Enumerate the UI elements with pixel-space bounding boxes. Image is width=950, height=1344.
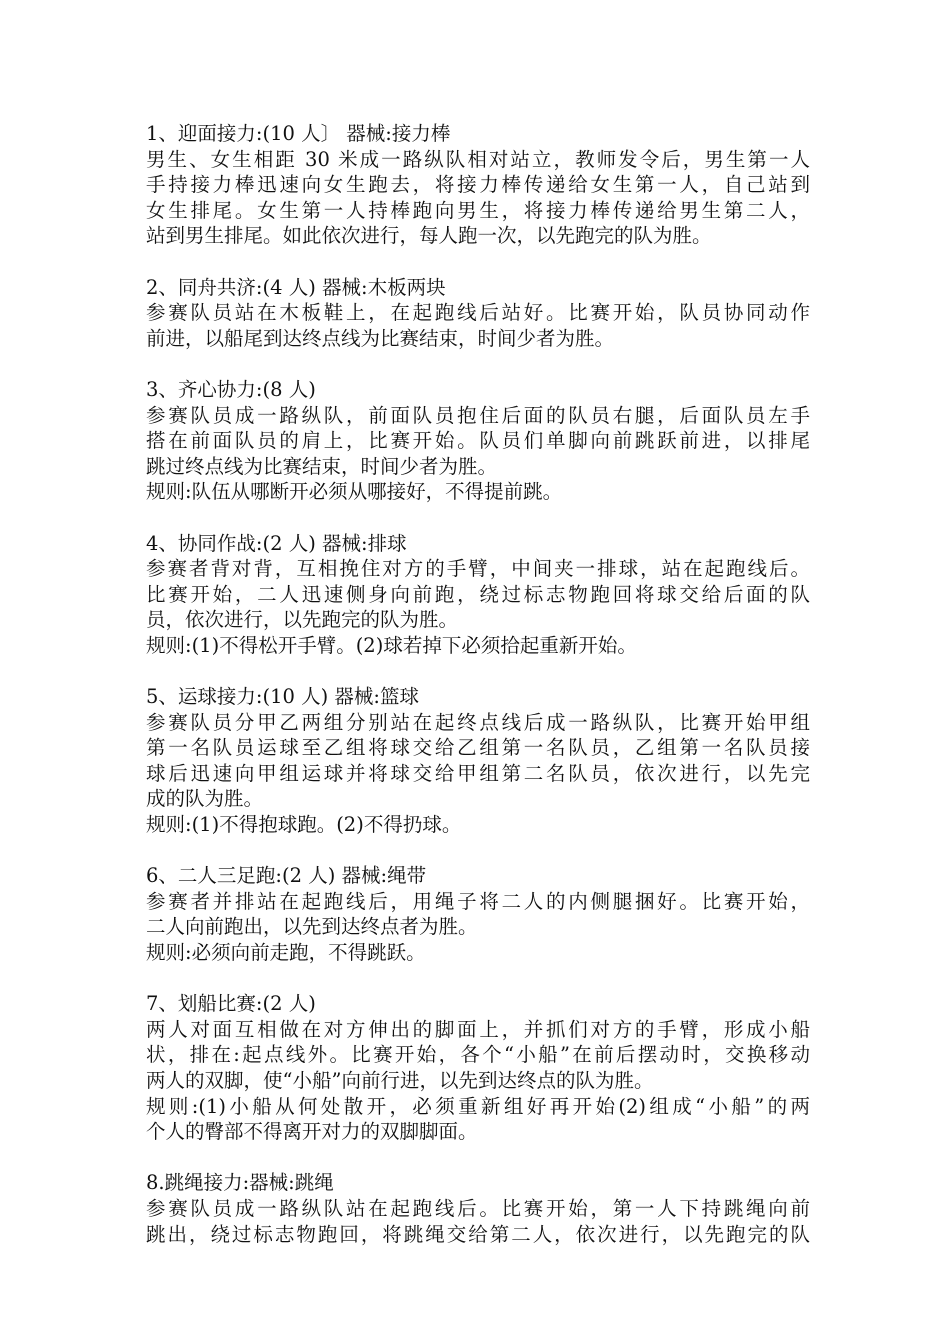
paragraph-line: 两人对面互相做在对方伸出的脚面上，并抓们对方的手臂，形成小船	[146, 1017, 810, 1041]
paragraph-line: 女生排尾。女生第一人持棒跑向男生，将接力棒传递给男生第二人，	[146, 198, 810, 222]
paragraph-line: 参赛者并排站在起跑线后，用绳子将二人的内侧腿捆好。比赛开始，	[146, 889, 810, 913]
paragraph-line: 手持接力棒迅速向女生跑去，将接力棒传递给女生第一人，自己站到	[146, 173, 810, 197]
paragraph-line: 参赛队员成一路纵队站在起跑线后。比赛开始，第一人下持跳绳向前	[146, 1196, 810, 1220]
section-heading: 5、运球接力:(10 人) 器械:篮球	[146, 685, 419, 709]
section-heading: 6、二人三足跑:(2 人) 器械:绳带	[146, 864, 427, 888]
section-heading: 3、齐心协力:(8 人)	[146, 377, 316, 401]
paragraph-line: 参赛队员站在木板鞋上，在起跑线后站好。比赛开始，队员协同动作	[146, 301, 810, 325]
paragraph-line: 参赛者背对背，互相挽住对方的手臂，中间夹一排球，站在起跑线后。	[146, 557, 810, 581]
paragraph-line: 参赛队员分甲乙两组分别站在起终点线后成一路纵队，比赛开始甲组	[146, 710, 810, 734]
section-4	[146, 531, 810, 659]
section-heading: 2、同舟共济:(4 人) 器械:木板两块	[146, 275, 446, 299]
paragraph-line: 二人向前跑出，以先到达终点者为胜。	[146, 915, 478, 939]
section-6	[146, 863, 810, 965]
section-5	[146, 684, 810, 838]
section-3	[146, 377, 810, 505]
section-2	[146, 275, 810, 352]
paragraph-line: 男生、女生相距 30 米成一路纵队相对站立，教师发令后，男生第一人	[146, 147, 810, 171]
section-heading: 1、迎面接力:(10 人〕 器械:接力棒	[146, 122, 451, 145]
section-1	[146, 121, 810, 249]
rule-line: 规则:必须向前走跑，不得跳跃。	[146, 941, 426, 964]
paragraph-line: 比赛开始，二人迅速侧身向前跑，绕过标志物跑回将球交给后面的队	[146, 582, 810, 606]
rule-line: 规则:(1)不得松开手臂。(2)球若掉下必须拾起重新开始。	[146, 633, 637, 657]
section-7	[146, 991, 810, 1145]
paragraph-line: 前进，以船尾到达终点线为比赛结束，时间少者为胜。	[146, 326, 615, 350]
paragraph-line: 成的队为胜。	[146, 787, 264, 811]
paragraph-line: 第一名队员运球至乙组将球交给乙组第一名队员，乙组第一名队员接	[146, 736, 810, 760]
rule-line: 规则:队伍从哪断开必须从哪接好，不得提前跳。	[146, 480, 563, 504]
paragraph-line: 两人的双脚，使“小船”向前行进，以先到达终点的队为胜。	[146, 1068, 654, 1092]
paragraph-line: 球后迅速向甲组运球并将球交给甲组第二名队员，依次进行，以先完	[146, 761, 810, 785]
section-8	[146, 1170, 810, 1247]
rule-line: 个人的臀部不得离开对力的双脚脚面。	[146, 1120, 478, 1144]
rule-line: 规则:(1)小船从何处散开，必须重新组好再开始(2)组成“小船”的两	[146, 1094, 810, 1118]
paragraph-line: 跳出，绕过标志物跑回，将跳绳交给第二人，依次进行，以先跑完的队	[146, 1222, 810, 1246]
paragraph-line: 员，依次进行，以先跑完的队为胜。	[146, 608, 459, 632]
paragraph-line: 参赛队员成一路纵队，前面队员抱住后面的队员右腿，后面队员左手	[146, 403, 810, 427]
section-heading: 7、划船比赛:(2 人)	[146, 992, 316, 1016]
rule-line: 规则:(1)不得抱球跑。(2)不得扔球。	[146, 813, 462, 837]
document-page	[146, 121, 810, 1273]
section-heading: 4、协同作战:(2 人) 器械:排球	[146, 531, 407, 555]
paragraph-line: 搭在前面队员的肩上，比赛开始。队员们单脚向前跳跃前进，以排尾	[146, 429, 810, 453]
paragraph-line: 状，排在:起点线外。比赛开始，各个“小船”在前后摆动时，交换移动	[146, 1043, 810, 1067]
paragraph-line: 跳过终点线为比赛结束，时间少者为胜。	[146, 454, 498, 478]
section-heading: 8.跳绳接力:器械:跳绳	[146, 1171, 334, 1195]
paragraph-line: 站到男生排尾。如此依次进行，每人跑一次，以先跑完的队为胜。	[146, 224, 712, 248]
